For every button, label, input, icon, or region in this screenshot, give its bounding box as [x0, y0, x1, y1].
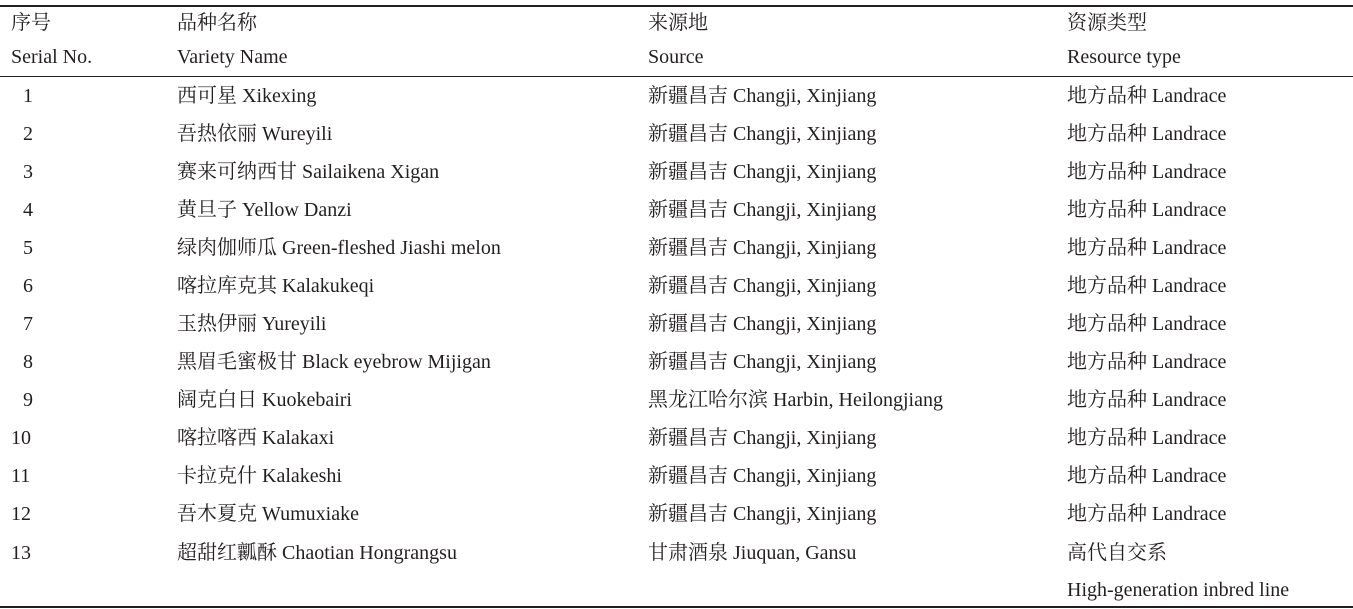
row-9-serial: 9	[23, 389, 33, 411]
row-1-serial: 1	[23, 85, 33, 107]
row-3-type: 地方品种 Landrace	[1067, 161, 1227, 183]
row-8-serial: 8	[23, 351, 33, 373]
row-8-variety: 黑眉毛蜜极甘 Black eyebrow Mijigan	[177, 351, 491, 373]
row-12-variety: 吾木夏克 Wumuxiake	[177, 503, 359, 525]
row-4-serial: 4	[23, 199, 33, 221]
row-11-variety: 卡拉克什 Kalakeshi	[177, 465, 342, 487]
row-5-source: 新疆昌吉 Changji, Xinjiang	[648, 237, 877, 259]
row-12-serial: 12	[11, 503, 31, 525]
row-2-source: 新疆昌吉 Changji, Xinjiang	[648, 123, 877, 145]
row-6-type: 地方品种 Landrace	[1067, 275, 1227, 297]
row-5-serial: 5	[23, 237, 33, 259]
row-3-serial: 3	[23, 161, 33, 183]
row-1-variety: 西可星 Xikexing	[177, 85, 317, 107]
row-1-source: 新疆昌吉 Changji, Xinjiang	[648, 85, 877, 107]
row-2-variety: 吾热依丽 Wureyili	[177, 123, 333, 145]
row-2-serial: 2	[23, 123, 33, 145]
row-7-variety: 玉热伊丽 Yureyili	[177, 313, 327, 335]
row-7-source: 新疆昌吉 Changji, Xinjiang	[648, 313, 877, 335]
table-top-rule	[0, 5, 1353, 7]
row-9-type: 地方品种 Landrace	[1067, 389, 1227, 411]
row-6-variety: 喀拉库克其 Kalakukeqi	[177, 275, 375, 297]
row-10-variety: 喀拉喀西 Kalakaxi	[177, 427, 335, 449]
row-12-type: 地方品种 Landrace	[1067, 503, 1227, 525]
row-9-source: 黑龙江哈尔滨 Harbin, Heilongjiang	[648, 389, 943, 411]
row-13-serial: 13	[11, 542, 31, 564]
row-3-variety: 赛来可纳西甘 Sailaikena Xigan	[177, 161, 440, 183]
row-3-source: 新疆昌吉 Changji, Xinjiang	[648, 161, 877, 183]
header-type-cn: 资源类型	[1067, 12, 1147, 34]
row-4-variety: 黄旦子 Yellow Danzi	[177, 199, 352, 221]
row-13-variety: 超甜红瓤酥 Chaotian Hongrangsu	[177, 542, 457, 564]
row-5-type: 地方品种 Landrace	[1067, 237, 1227, 259]
row-4-type: 地方品种 Landrace	[1067, 199, 1227, 221]
row-11-source: 新疆昌吉 Changji, Xinjiang	[648, 465, 877, 487]
row-2-type: 地方品种 Landrace	[1067, 123, 1227, 145]
row-10-source: 新疆昌吉 Changji, Xinjiang	[648, 427, 877, 449]
header-serial-cn: 序号	[11, 12, 51, 34]
row-10-type: 地方品种 Landrace	[1067, 427, 1227, 449]
header-type-en: Resource type	[1067, 46, 1181, 68]
header-variety-cn: 品种名称	[177, 12, 257, 34]
header-variety-en: Variety Name	[177, 46, 288, 68]
row-7-serial: 7	[23, 313, 33, 335]
row-12-source: 新疆昌吉 Changji, Xinjiang	[648, 503, 877, 525]
header-source-cn: 来源地	[648, 12, 708, 34]
header-source-en: Source	[648, 46, 704, 68]
header-divider-rule	[0, 76, 1353, 77]
row-13-type-line2: High-generation inbred line	[1067, 579, 1290, 601]
row-9-variety: 阔克白日 Kuokebairi	[177, 389, 352, 411]
row-11-type: 地方品种 Landrace	[1067, 465, 1227, 487]
row-13-type: 高代自交系	[1067, 542, 1167, 564]
row-6-serial: 6	[23, 275, 33, 297]
row-11-serial: 11	[11, 465, 31, 487]
row-1-type: 地方品种 Landrace	[1067, 85, 1227, 107]
row-7-type: 地方品种 Landrace	[1067, 313, 1227, 335]
row-13-source: 甘肃酒泉 Jiuquan, Gansu	[648, 542, 857, 564]
row-8-type: 地方品种 Landrace	[1067, 351, 1227, 373]
row-8-source: 新疆昌吉 Changji, Xinjiang	[648, 351, 877, 373]
row-10-serial: 10	[11, 427, 31, 449]
table-bottom-rule	[0, 606, 1353, 608]
row-4-source: 新疆昌吉 Changji, Xinjiang	[648, 199, 877, 221]
row-5-variety: 绿肉伽师瓜 Green-fleshed Jiashi melon	[177, 237, 501, 259]
row-6-source: 新疆昌吉 Changji, Xinjiang	[648, 275, 877, 297]
header-serial-en: Serial No.	[11, 46, 93, 68]
